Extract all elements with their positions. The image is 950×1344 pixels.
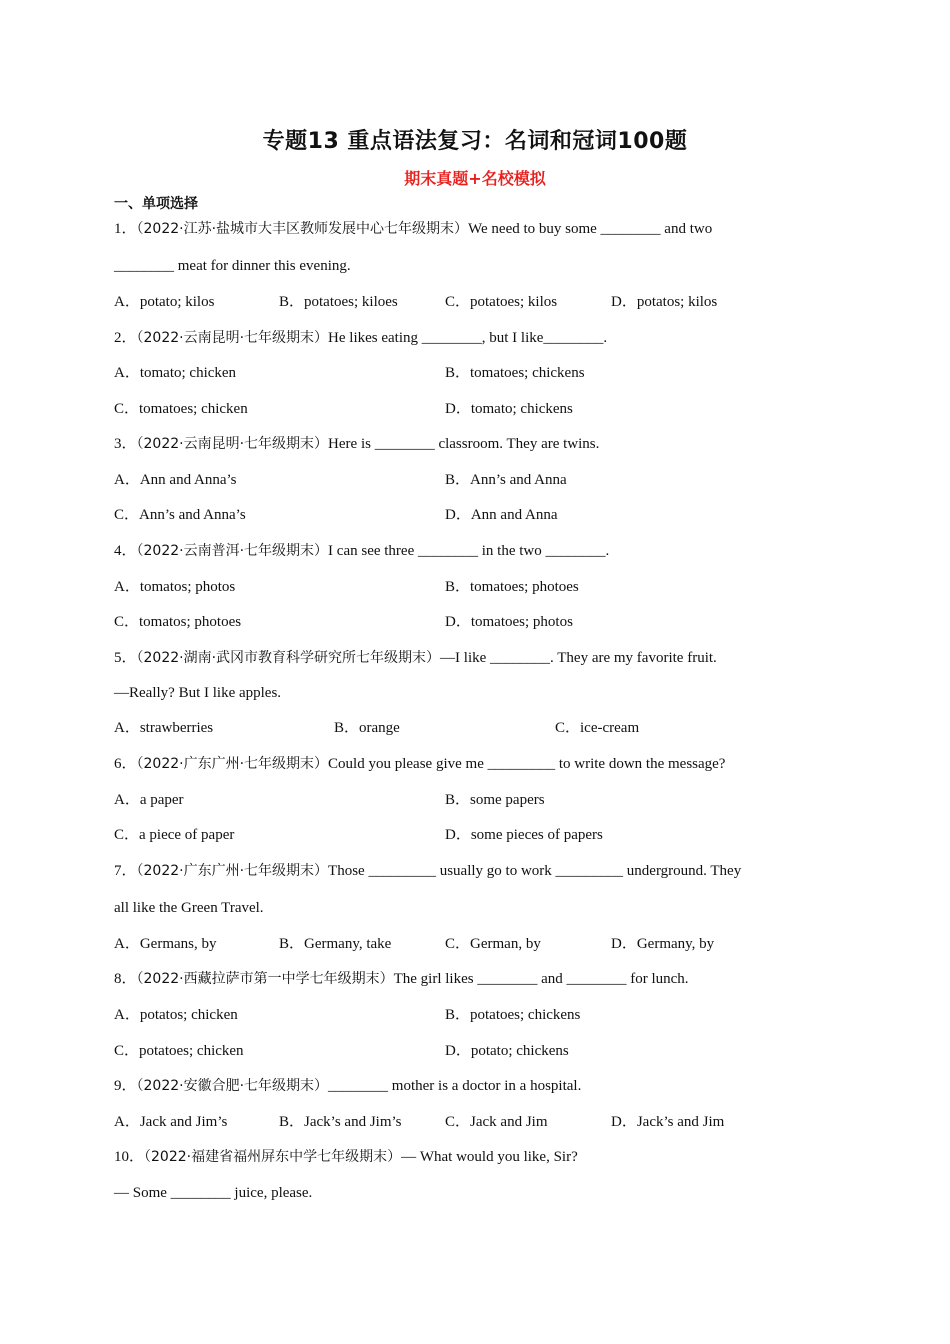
- option-b[interactable]: B．tomatoes; chickens: [445, 365, 585, 381]
- question-source: （2022·西藏拉萨市第一中学七年级期末）: [136, 971, 394, 987]
- page-title: 专题13 重点语法复习：名词和冠词100题: [262, 129, 688, 154]
- question-7: [114, 861, 741, 881]
- option-a[interactable]: A．a paper: [114, 792, 184, 808]
- question-number: 9．: [114, 1078, 137, 1094]
- question-number: 2．: [114, 330, 137, 346]
- question-8: [114, 969, 689, 989]
- question-stem: We need to buy some ________ and two: [468, 221, 713, 237]
- question-stem: Could you please give me _________ to write down the message?: [328, 756, 726, 772]
- option-a[interactable]: A．Jack and Jim’s: [114, 1114, 228, 1130]
- option-d[interactable]: D．some pieces of papers: [445, 827, 603, 843]
- option-d[interactable]: D．Ann and Anna: [445, 507, 558, 523]
- question-9: [114, 1076, 581, 1096]
- question-source: （2022·湖南·武冈市教育科学研究所七年级期末）: [136, 650, 441, 666]
- question-10: [114, 1147, 578, 1167]
- option-b[interactable]: B．Ann’s and Anna: [445, 472, 567, 488]
- option-b[interactable]: B．Germany, take: [279, 936, 392, 952]
- question-stem: Those _________ usually go to work _________ underground. They: [328, 863, 742, 879]
- option-c[interactable]: C．Ann’s and Anna’s: [114, 507, 246, 523]
- option-c[interactable]: C．a piece of paper: [114, 827, 235, 843]
- question-source: （2022·福建省福州屏东中学七年级期末）: [144, 1149, 402, 1165]
- option-b[interactable]: B．potatoes; chickens: [445, 1007, 581, 1023]
- option-a[interactable]: A．tomatos; photos: [114, 579, 236, 595]
- question-number: 7．: [114, 863, 137, 879]
- question-7-continued: all like the Green Travel.: [114, 900, 264, 916]
- question-number: 5．: [114, 650, 137, 666]
- option-b[interactable]: B．tomatoes; photoes: [445, 579, 579, 595]
- option-a[interactable]: A．Ann and Anna’s: [114, 472, 237, 488]
- option-c[interactable]: C．Jack and Jim: [445, 1114, 548, 1130]
- option-d[interactable]: D．Jack’s and Jim: [611, 1114, 725, 1130]
- question-number: 10．: [114, 1149, 145, 1165]
- question-number: 4．: [114, 543, 137, 559]
- question-stem: The girl likes ________ and ________ for lunch.: [393, 971, 689, 987]
- question-number: 8．: [114, 971, 137, 987]
- option-b[interactable]: B．potatoes; kiloes: [279, 294, 398, 310]
- option-a[interactable]: A．potato; kilos: [114, 294, 215, 310]
- question-source: （2022·云南昆明·七年级期末）: [136, 330, 329, 346]
- question-stem: ________ mother is a doctor in a hospital.: [328, 1078, 582, 1094]
- option-c[interactable]: C．potatoes; chicken: [114, 1043, 244, 1059]
- question-10-continued: — Some ________ juice, please.: [114, 1185, 313, 1201]
- option-d[interactable]: D．tomato; chickens: [445, 401, 573, 417]
- question-4: [114, 541, 609, 561]
- option-d[interactable]: D．potato; chickens: [445, 1043, 569, 1059]
- question-1: [114, 219, 712, 239]
- option-b[interactable]: B．some papers: [445, 792, 545, 808]
- question-3: [114, 434, 599, 454]
- question-2: [114, 328, 607, 348]
- page-subtitle: 期末真题+名校模拟: [404, 169, 546, 188]
- option-d[interactable]: D．tomatoes; photos: [445, 614, 573, 630]
- question-1-continued: ________ meat for dinner this evening.: [114, 258, 351, 274]
- option-d[interactable]: D．Germany, by: [611, 936, 715, 952]
- question-source: （2022·安徽合肥·七年级期末）: [136, 1078, 329, 1094]
- question-source: （2022·广东广州·七年级期末）: [136, 756, 329, 772]
- option-c[interactable]: C．potatoes; kilos: [445, 294, 558, 310]
- option-c[interactable]: C．German, by: [445, 936, 541, 952]
- question-stem: — What would you like, Sir?: [401, 1149, 578, 1165]
- question-6: [114, 754, 725, 774]
- question-stem: Here is ________ classroom. They are twins.: [328, 436, 600, 452]
- option-b[interactable]: B．Jack’s and Jim’s: [279, 1114, 402, 1130]
- question-number: 1．: [114, 221, 137, 237]
- question-number: 6．: [114, 756, 137, 772]
- option-c[interactable]: C．tomatos; photoes: [114, 614, 242, 630]
- question-stem: He likes eating ________, but I like________.: [328, 330, 608, 346]
- option-a[interactable]: A．tomato; chicken: [114, 365, 237, 381]
- option-d[interactable]: D．potatos; kilos: [611, 294, 718, 310]
- question-5-continued: —Really? But I like apples.: [114, 685, 282, 701]
- question-stem: —I like ________. They are my favorite fruit.: [440, 650, 717, 666]
- question-source: （2022·云南昆明·七年级期末）: [136, 436, 329, 452]
- option-c[interactable]: C．ice-cream: [555, 720, 640, 736]
- option-a[interactable]: A．potatos; chicken: [114, 1007, 238, 1023]
- section-heading: 一、单项选择: [114, 196, 198, 212]
- question-source: （2022·云南普洱·七年级期末）: [136, 543, 329, 559]
- option-c[interactable]: C．tomatoes; chicken: [114, 401, 248, 417]
- question-number: 3．: [114, 436, 137, 452]
- option-a[interactable]: A．strawberries: [114, 720, 214, 736]
- question-stem: I can see three ________ in the two ________.: [328, 543, 610, 559]
- option-a[interactable]: A．Germans, by: [114, 936, 217, 952]
- question-source: （2022·江苏·盐城市大丰区教师发展中心七年级期末）: [136, 221, 469, 237]
- question-5: [114, 648, 717, 668]
- option-b[interactable]: B．orange: [334, 720, 400, 736]
- question-source: （2022·广东广州·七年级期末）: [136, 863, 329, 879]
